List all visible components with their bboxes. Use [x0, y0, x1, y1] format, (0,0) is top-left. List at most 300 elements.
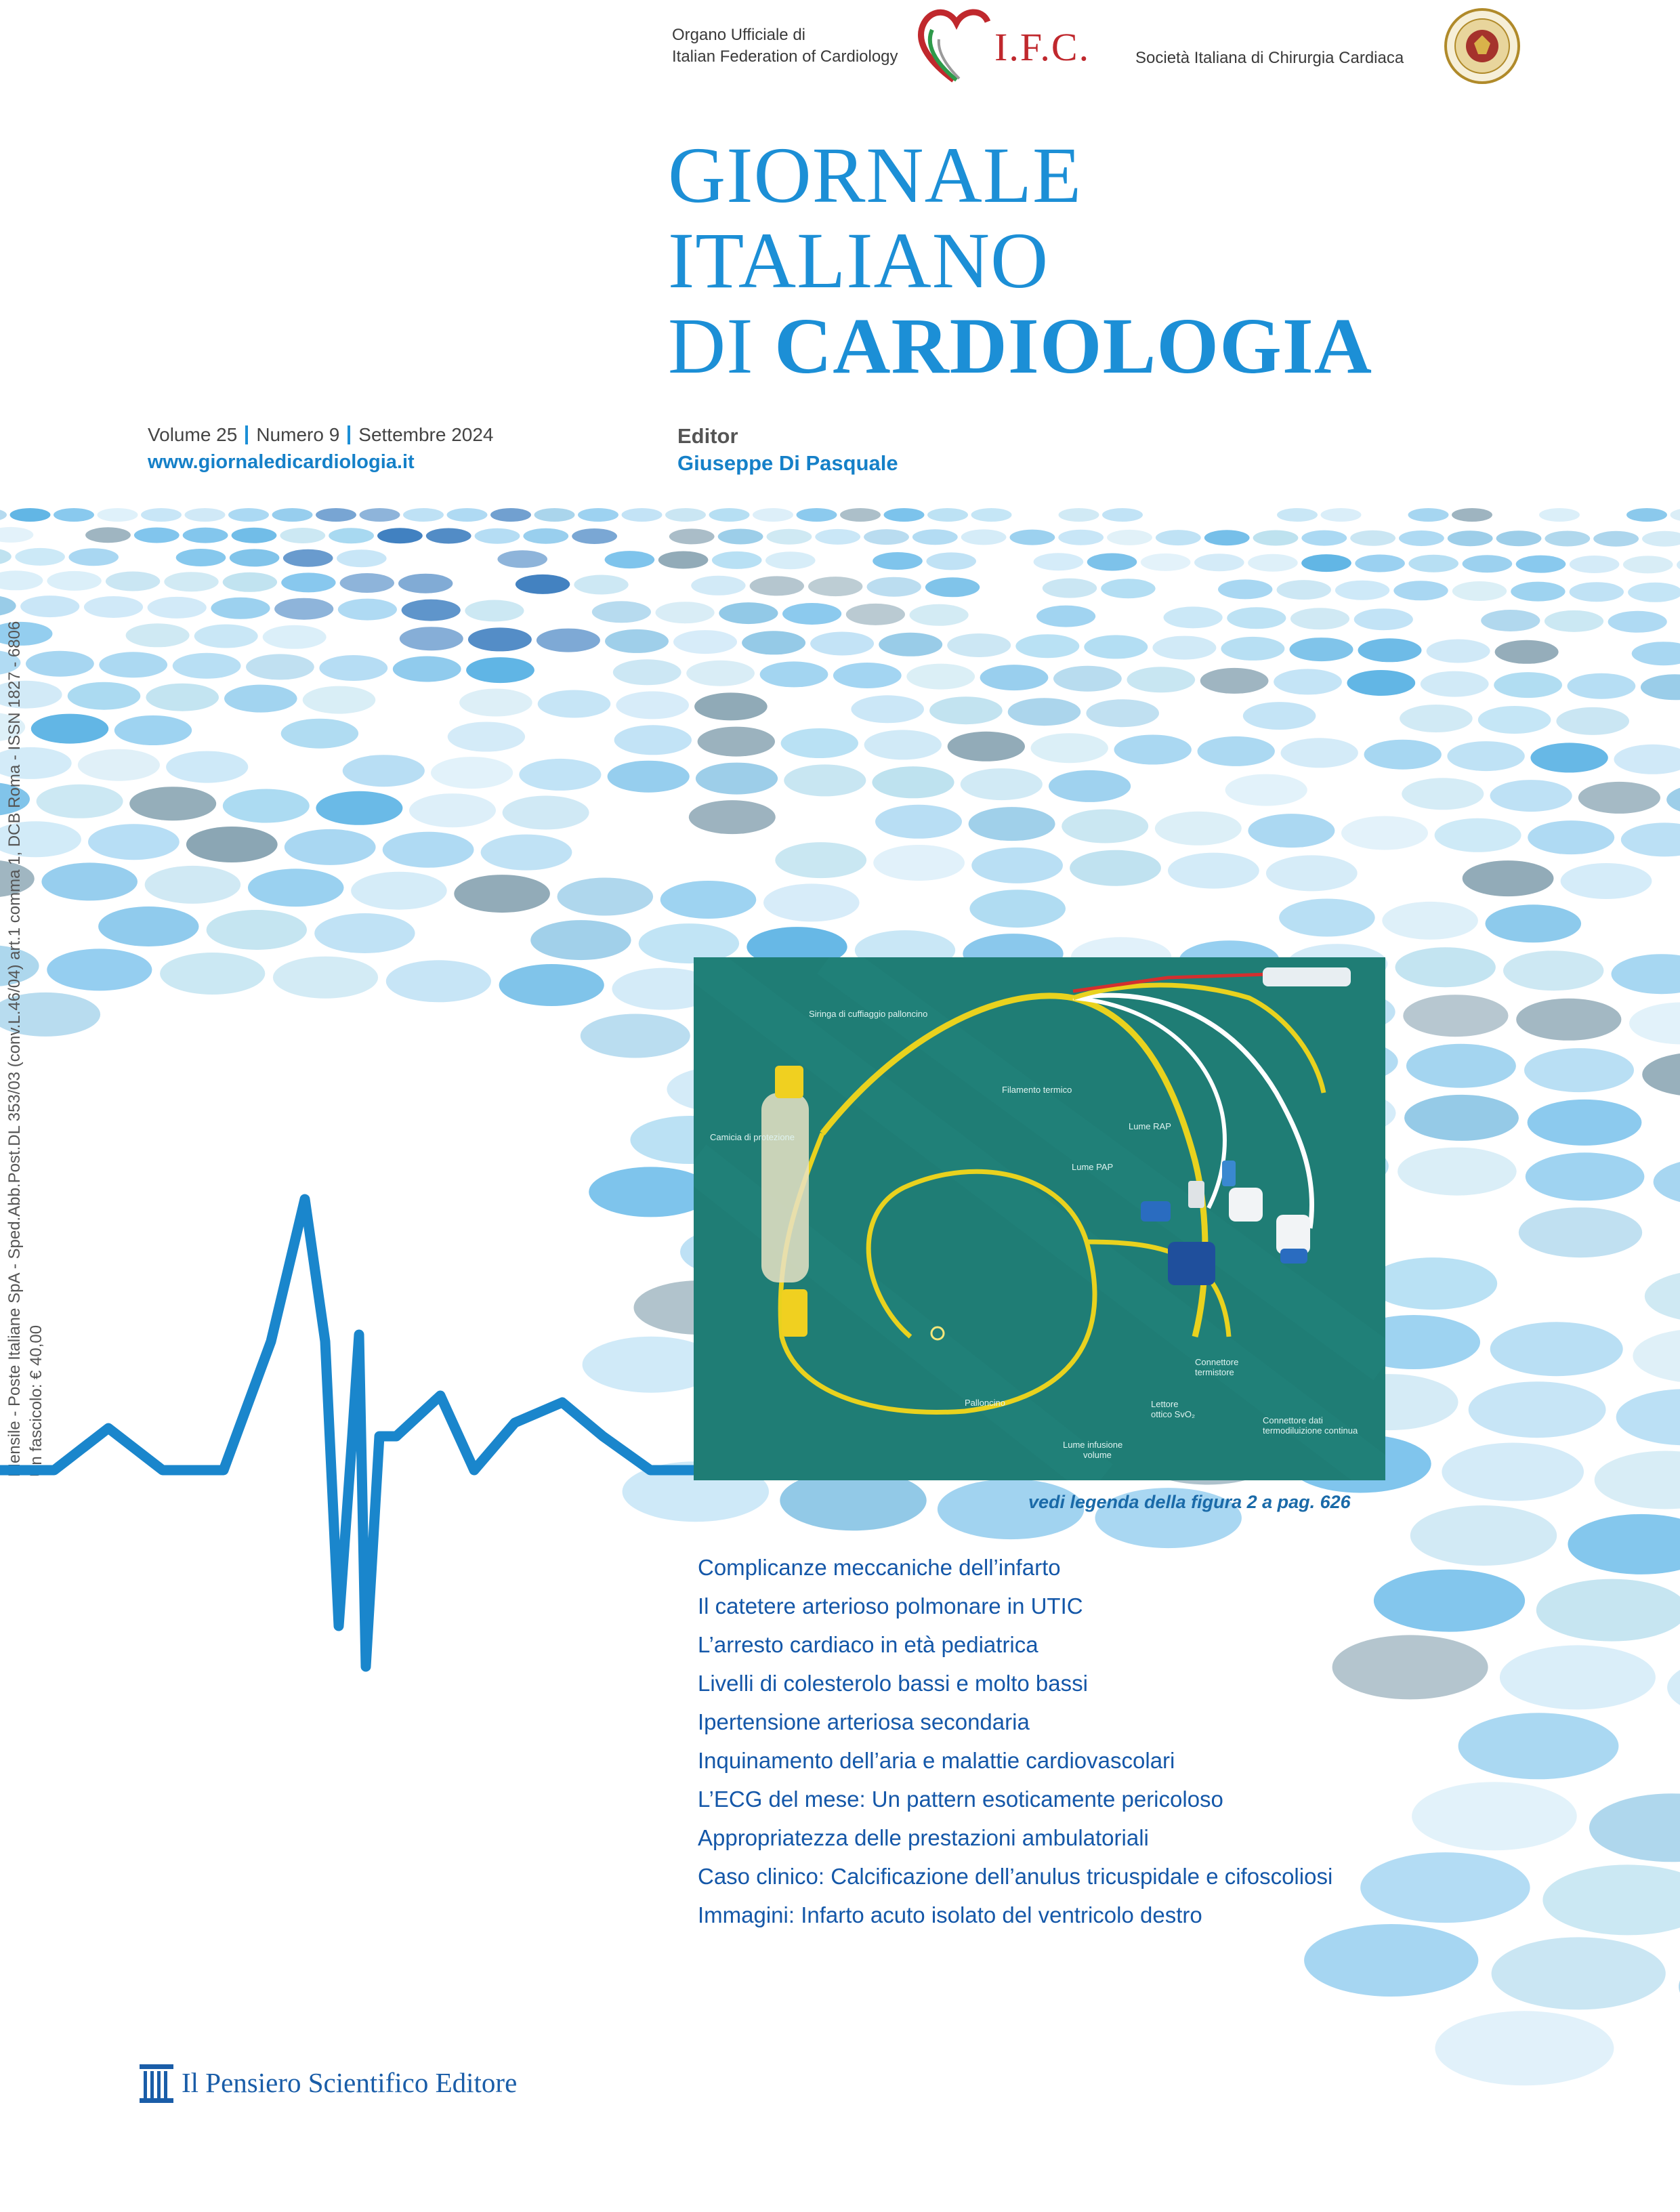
cover-photo	[694, 957, 1385, 1480]
decor-dot	[281, 572, 335, 592]
decor-dot	[497, 550, 547, 568]
decor-dot	[698, 727, 775, 757]
decor-dot	[1218, 579, 1272, 599]
sicch-seal-logo-icon	[1435, 5, 1530, 87]
decor-dot	[1545, 610, 1603, 632]
decor-dot	[1290, 608, 1349, 629]
decor-dot	[925, 577, 980, 597]
decor-dot	[224, 685, 297, 713]
decor-dot	[1545, 531, 1590, 547]
decor-dot	[669, 528, 715, 544]
decor-dot	[1469, 1381, 1606, 1438]
decor-dot	[1628, 583, 1680, 602]
decor-dot	[1570, 582, 1624, 602]
decor-dot	[1612, 954, 1680, 994]
decor-dot	[400, 627, 463, 650]
decor-dot	[47, 571, 101, 591]
title-prefix: DI	[668, 301, 775, 390]
decor-dot	[1623, 556, 1673, 573]
decor-dot	[1279, 899, 1375, 937]
decor-dot	[1360, 1852, 1530, 1923]
decor-dot	[718, 529, 763, 545]
decor-dot	[578, 508, 618, 522]
decor-dot	[160, 953, 265, 995]
decor-dot	[1400, 705, 1473, 732]
decor-dot	[1641, 674, 1680, 700]
decor-dot	[1403, 995, 1508, 1037]
decor-dot	[784, 764, 866, 796]
decor-dot	[846, 604, 905, 625]
decor-dot	[1062, 810, 1148, 843]
separator	[245, 425, 248, 444]
decor-dot	[454, 875, 550, 913]
decor-dot	[691, 576, 745, 596]
decor-dot	[719, 602, 778, 624]
decor-dot	[948, 732, 1025, 761]
decor-dot	[929, 696, 1003, 724]
decor-dot	[1463, 555, 1513, 572]
decor-dot	[426, 528, 471, 544]
decor-dot	[223, 789, 310, 823]
article-item: Caso clinico: Calcificazione dell’anulus tricuspidale e cifoscoliosi	[698, 1864, 1333, 1889]
decor-dot	[519, 759, 601, 791]
decor-dot	[1347, 670, 1415, 696]
decor-dot	[403, 508, 444, 522]
decor-dot	[466, 657, 534, 683]
decor-dot	[1503, 951, 1603, 990]
decor-dot	[337, 549, 387, 567]
decor-dot	[1447, 741, 1524, 771]
decor-dot	[377, 528, 423, 543]
decor-dot	[1490, 780, 1572, 812]
decor-dot	[285, 829, 376, 865]
decor-dot	[1677, 556, 1680, 574]
decor-dot	[1253, 530, 1299, 546]
decor-dot	[1321, 508, 1362, 522]
decor-dot	[1626, 508, 1667, 522]
decor-dot	[782, 603, 841, 625]
article-item: L’ECG del mese: Un pattern esoticamente pericoloso	[698, 1787, 1223, 1812]
label-connettore-dati	[1263, 1415, 1358, 1436]
decor-dot	[1402, 778, 1484, 810]
decor-dot	[1490, 1322, 1623, 1376]
decor-dot	[1632, 642, 1680, 665]
decor-dot	[1642, 531, 1680, 547]
decor-dot	[530, 920, 631, 960]
decor-dot	[164, 572, 218, 591]
decor-dot	[78, 749, 160, 781]
title-line-giornale: GIORNALE	[668, 131, 1083, 220]
decor-dot	[1198, 736, 1275, 766]
decor-dot	[274, 598, 333, 620]
decor-dot	[1015, 634, 1079, 658]
decor-dot	[1290, 638, 1353, 661]
article-item: Complicanze meccaniche dell’infarto	[698, 1555, 1061, 1580]
decor-dot	[316, 508, 356, 522]
ifc-caption	[672, 24, 898, 68]
decor-dot	[183, 528, 228, 543]
ecg-waveform-icon	[0, 1152, 698, 1680]
decor-dot	[927, 508, 968, 522]
decor-dot	[750, 576, 804, 596]
decor-dot	[1204, 530, 1250, 545]
decor-dot	[910, 604, 969, 626]
decor-dot	[351, 872, 447, 910]
decor-dot	[85, 527, 131, 543]
decor-dot	[1243, 702, 1316, 730]
label-connettore-termistore-2: termistore	[1195, 1367, 1234, 1377]
price-line: Un fascicolo: € 40,00	[27, 1324, 45, 1477]
decor-dot	[971, 508, 1012, 522]
decor-dot	[689, 800, 776, 834]
decor-dot	[1570, 556, 1620, 573]
separator	[348, 425, 350, 444]
decor-dot	[1248, 814, 1335, 848]
decor-dot	[1398, 1148, 1517, 1196]
decor-dot	[1393, 581, 1448, 600]
decor-dot	[1595, 1451, 1680, 1509]
decor-dot	[1127, 667, 1195, 692]
decor-dot	[129, 787, 216, 820]
decor-dot	[1435, 2011, 1614, 2085]
decor-dot	[534, 508, 575, 522]
label-lettore-1: Lettore	[1151, 1399, 1179, 1409]
decor-dot	[1463, 860, 1554, 896]
decor-dot	[1008, 698, 1081, 726]
decor-dot	[141, 508, 182, 522]
decor-dot	[1458, 1713, 1619, 1779]
article-list	[698, 1548, 1332, 1934]
decor-dot	[228, 508, 269, 522]
decor-dot	[1516, 556, 1566, 573]
decor-dot	[1141, 554, 1191, 571]
decor-dot	[106, 572, 160, 591]
decor-dot	[873, 552, 923, 570]
decor-dot	[1492, 1937, 1666, 2009]
decor-dot	[273, 957, 378, 999]
decor-dot	[68, 682, 141, 710]
decor-dot	[465, 600, 524, 622]
decor-dot	[1031, 733, 1108, 763]
issue-info	[148, 424, 494, 446]
decor-dot	[1536, 1579, 1680, 1642]
decor-dot	[360, 508, 400, 522]
decor-dot	[1107, 530, 1152, 545]
decor-dot	[319, 655, 387, 681]
label-lettore	[1151, 1399, 1195, 1419]
decor-dot	[148, 597, 207, 619]
decor-dot	[232, 528, 277, 543]
decor-dot	[775, 842, 866, 878]
decor-dot	[1519, 1207, 1642, 1257]
decor-dot	[1102, 508, 1143, 522]
decor-dot	[314, 913, 415, 953]
decor-dot	[1227, 607, 1286, 629]
decor-dot	[613, 659, 681, 685]
decor-dot	[1608, 611, 1667, 633]
title-line-italiano: ITALIANO	[668, 216, 1049, 305]
decor-dot	[753, 508, 793, 522]
decor-dot	[808, 577, 862, 596]
decor-dot	[1382, 902, 1478, 940]
label-siringa: Siringa di cuffiaggio palloncino	[809, 1009, 928, 1019]
decor-dot	[280, 528, 325, 543]
decor-dot	[867, 577, 921, 597]
decor-dot	[1666, 784, 1680, 816]
decor-dot	[409, 793, 496, 827]
article-item: Livelli di colesterolo bassi e molto bassi	[698, 1671, 1088, 1696]
decor-dot	[84, 596, 143, 618]
decor-dot	[468, 627, 532, 651]
article-item: Il catetere arterioso polmonare in UTIC	[698, 1593, 1083, 1619]
label-filamento: Filamento termico	[1002, 1085, 1072, 1095]
decor-dot	[41, 862, 138, 900]
decor-dot	[383, 832, 474, 868]
decor-dot	[398, 574, 453, 593]
decor-dot	[538, 690, 611, 718]
decor-dot	[1495, 640, 1559, 664]
decor-dot	[1671, 508, 1680, 522]
decor-dot	[223, 572, 277, 592]
decor-dot	[1277, 508, 1318, 522]
decor-dot	[1155, 812, 1242, 846]
decor-dot	[1152, 636, 1216, 660]
decor-dot	[864, 529, 909, 545]
decor-dot	[1301, 554, 1351, 572]
decor-dot	[926, 552, 976, 570]
decor-dot	[1629, 1003, 1680, 1045]
decor-dot	[694, 692, 768, 720]
decor-dot	[1248, 554, 1298, 572]
title-bold: CARDIOLOGIA	[774, 301, 1372, 390]
decor-dot	[1654, 1158, 1680, 1206]
article-item: Ipertensione arteriosa secondaria	[698, 1709, 1030, 1734]
decor-dot	[1225, 774, 1307, 806]
decor-dot	[1053, 666, 1122, 692]
sicch-caption: Società Italiana di Chirurgia Cardiaca	[1135, 49, 1404, 67]
postal-info-line1: Mensile - Poste Italiane SpA - Sped.Abb.Post.DL 353/03 (conv.L.46/04) art.1 comma 1, DCB Roma - ISSN 1827 - 6806	[5, 621, 24, 1477]
decor-dot	[912, 529, 958, 545]
decor-dot	[1667, 1655, 1680, 1719]
ifc-logo-text: I.F.C.	[994, 25, 1091, 69]
decor-dot	[574, 575, 628, 595]
decor-dot	[281, 719, 358, 749]
decor-dot	[1358, 638, 1422, 662]
decor-dot	[1084, 635, 1148, 659]
decor-dot	[1421, 671, 1489, 697]
label-connettore-dati-1: Connettore dati	[1263, 1415, 1323, 1425]
decor-dot	[166, 751, 248, 783]
label-lume-rap: Lume RAP	[1129, 1121, 1171, 1131]
decor-dot	[760, 661, 828, 687]
decor-dot	[763, 883, 860, 921]
decor-dot	[393, 656, 461, 682]
decor-dot	[605, 629, 669, 653]
decor-dot	[656, 602, 715, 623]
decor-dot	[68, 548, 119, 566]
decor-dot	[1614, 745, 1680, 774]
date-label: Settembre 2024	[358, 424, 494, 445]
decor-dot	[523, 528, 568, 544]
decor-dot	[340, 573, 394, 593]
decor-dot	[272, 508, 313, 522]
label-connettore-termistore-1: Connettore	[1195, 1357, 1239, 1367]
decor-dot	[1406, 1044, 1516, 1088]
decor-dot	[246, 654, 314, 680]
decor-dot	[1528, 820, 1614, 854]
decor-dot	[1494, 672, 1562, 698]
ifc-caption-line2: Italian Federation of Cardiology	[672, 47, 898, 66]
label-lume-pap: Lume PAP	[1072, 1162, 1114, 1172]
decor-dot	[872, 766, 954, 798]
decor-dot	[781, 728, 858, 758]
publisher-column-logo-icon	[138, 2063, 175, 2104]
decor-dot	[1511, 582, 1565, 602]
decor-dot	[54, 508, 94, 522]
decor-dot	[1408, 555, 1458, 572]
decor-dot	[1281, 738, 1358, 768]
decor-dot	[864, 730, 942, 759]
journal-title	[668, 133, 1372, 389]
decor-dot	[1530, 743, 1608, 772]
decor-dot	[947, 633, 1011, 657]
catheter-image	[694, 957, 1385, 1480]
website-link[interactable]: www.giornaledicardiologia.it	[148, 451, 415, 473]
decor-dot	[833, 663, 902, 688]
decor-dot	[1070, 850, 1161, 886]
decor-dot	[1335, 581, 1389, 600]
decor-dot	[329, 528, 374, 543]
decor-dot	[47, 948, 152, 990]
decor-dot	[1516, 999, 1621, 1041]
decor-dot	[1568, 1514, 1680, 1574]
decor-dot	[1168, 853, 1259, 889]
decor-dot	[211, 598, 270, 619]
decor-dot	[581, 1014, 690, 1058]
article-item: Immagini: Infarto acuto isolato del ventricolo destro	[698, 1902, 1202, 1927]
decor-dot	[961, 768, 1043, 800]
decor-dot	[207, 910, 307, 950]
decor-dot	[1101, 579, 1155, 598]
article-item: Appropriatezza delle prestazioni ambulatoriali	[698, 1825, 1149, 1850]
decor-dot	[1156, 530, 1201, 545]
decor-dot	[1304, 1924, 1478, 1997]
decor-dot	[114, 715, 192, 745]
decor-dot	[665, 508, 706, 522]
decor-dot	[906, 664, 975, 690]
decor-dot	[1556, 707, 1629, 735]
decor-dot	[1578, 782, 1660, 814]
decor-dot	[1500, 1645, 1656, 1709]
figure-caption: vedi legenda della figura 2 a pag. 626	[1028, 1492, 1351, 1512]
decor-dot	[1616, 1389, 1680, 1445]
decor-dot	[1448, 530, 1493, 546]
decor-dot	[971, 848, 1063, 883]
decor-dot	[608, 761, 690, 793]
decor-dot	[1645, 1270, 1680, 1322]
decor-dot	[709, 508, 750, 522]
decor-dot	[176, 549, 226, 566]
decor-dot	[712, 551, 762, 569]
decor-dot	[386, 960, 491, 1002]
decor-dot	[961, 529, 1007, 545]
decor-dot	[1086, 699, 1159, 727]
decor-dot	[1526, 1152, 1645, 1201]
decor-dot	[248, 869, 344, 906]
decor-dot	[1478, 706, 1551, 734]
decor-dot	[263, 625, 327, 649]
title-line-cardiologia	[668, 301, 1372, 390]
decor-dot	[1364, 740, 1442, 770]
decor-dot	[1221, 637, 1284, 661]
decor-dot	[1524, 1048, 1634, 1092]
decor-dot	[1059, 508, 1099, 522]
decor-dot	[490, 508, 531, 522]
decor-dot	[448, 722, 525, 752]
decor-dot	[622, 508, 663, 522]
decor-dot	[1114, 735, 1192, 765]
editor-label: Editor	[677, 424, 738, 448]
decor-dot	[1539, 508, 1580, 522]
decor-dot	[185, 508, 226, 522]
decor-dot	[1642, 1052, 1680, 1096]
decor-dot	[742, 631, 805, 654]
decor-dot	[447, 508, 488, 522]
decor-dot	[1200, 668, 1269, 694]
label-connettore-dati-2: termodiluizione continua	[1263, 1425, 1358, 1436]
decor-dot	[186, 827, 278, 862]
decor-dot	[879, 633, 942, 656]
decor-dot	[765, 551, 816, 569]
decor-dot	[1355, 555, 1405, 572]
decor-dot	[1593, 531, 1639, 547]
decor-dot	[1410, 1505, 1557, 1566]
publisher-name: Il Pensiero Scientifico Editore	[182, 2067, 518, 2098]
decor-dot	[1442, 1443, 1584, 1501]
label-lume-infusione-1: Lume infusione	[1063, 1440, 1123, 1450]
editor-name: Giuseppe Di Pasquale	[677, 451, 898, 475]
decor-dot	[338, 599, 397, 621]
decor-dot	[1369, 1257, 1497, 1310]
decor-dot	[516, 575, 570, 594]
decor-dot	[875, 805, 962, 839]
decor-dot	[1301, 530, 1347, 546]
decor-dot	[1561, 863, 1652, 899]
decor-dot	[851, 695, 924, 723]
decor-dot	[558, 878, 654, 916]
decor-dot	[98, 906, 198, 946]
label-lume-infusione	[1063, 1440, 1122, 1460]
decor-dot	[134, 528, 180, 543]
decor-dot	[481, 835, 572, 871]
decor-dot	[1194, 554, 1244, 571]
decor-dot	[660, 881, 757, 919]
decor-dot	[1633, 1329, 1680, 1383]
decor-dot	[673, 630, 737, 654]
decor-dot	[884, 508, 925, 522]
decor-dot	[1427, 640, 1490, 663]
decor-dot	[343, 755, 425, 787]
article-item: Inquinamento dell’aria e malattie cardiovascolari	[698, 1748, 1175, 1773]
decor-dot	[767, 529, 812, 545]
decor-dot	[1010, 530, 1055, 545]
decor-dot	[1481, 610, 1540, 631]
decor-dot	[1408, 508, 1449, 522]
decor-dot	[1568, 673, 1636, 699]
decor-dot	[614, 725, 692, 755]
decor-dot	[283, 549, 333, 567]
decor-dot	[696, 763, 778, 795]
